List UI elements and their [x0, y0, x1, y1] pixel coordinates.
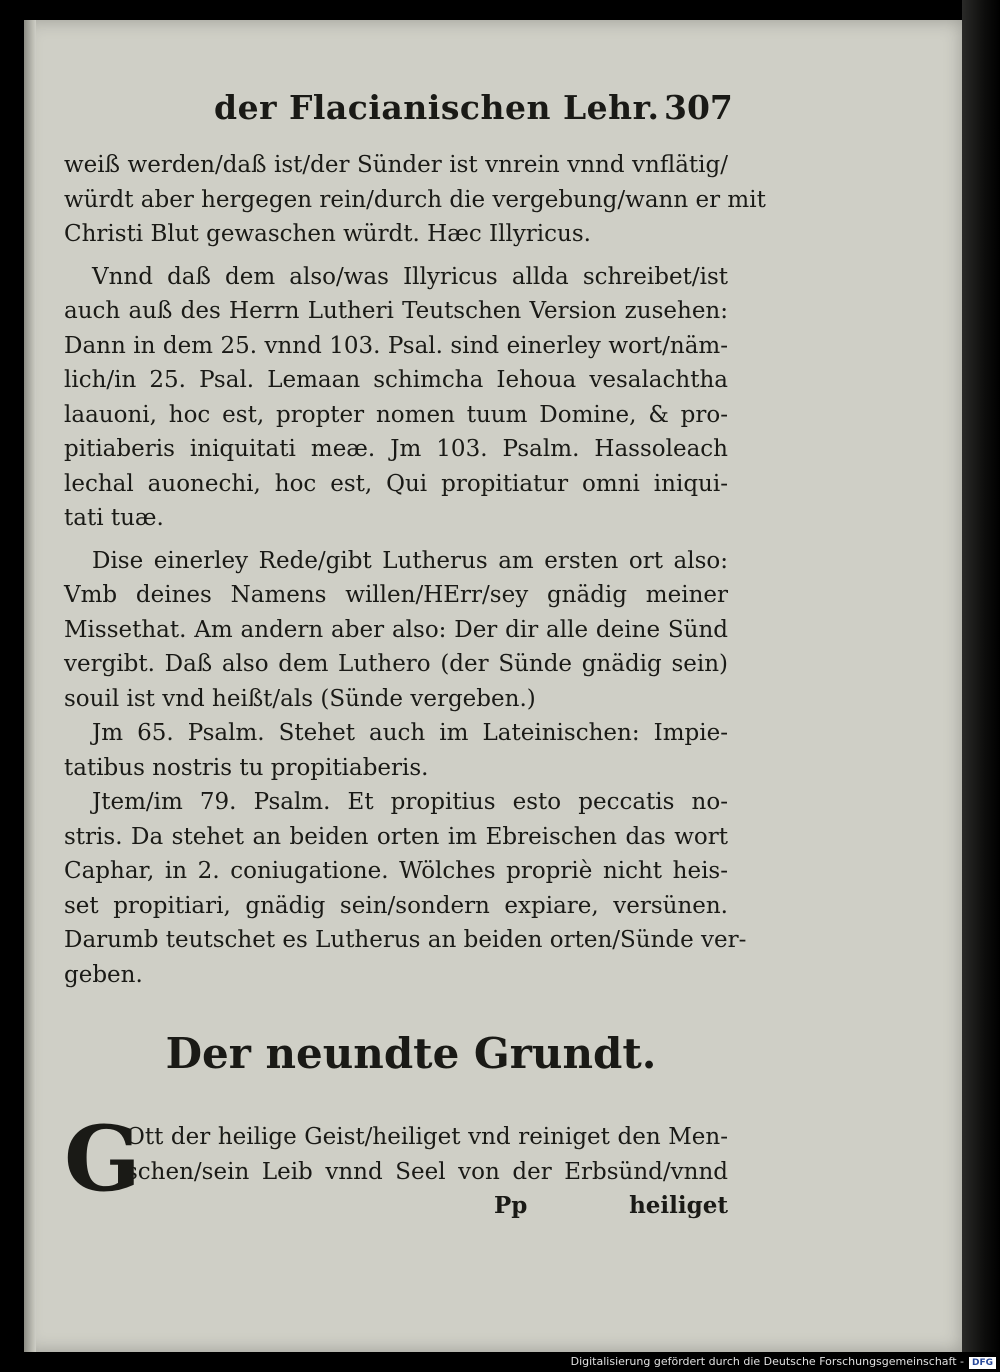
text-line: lechal auonechi, hoc est, Qui propitiatur omni iniqui-: [64, 470, 728, 497]
text-line: tatibus nostris tu propitiaberis.: [64, 754, 429, 781]
text-line: weiß werden/daß ist/der Sünder ist vnrein vnnd vnflätig/: [64, 152, 728, 178]
text-line: geben.: [64, 961, 143, 988]
paragraph: [64, 544, 728, 717]
text-line: stris. Da stehet an beiden orten im Ebreischen das wort: [64, 823, 728, 850]
dfg-logo: DFG: [969, 1357, 996, 1369]
text-line: vergibt. Daß also dem Luthero (der Sünde gnädig sein): [64, 651, 728, 677]
book-page: [24, 20, 962, 1352]
page-number: 307: [664, 88, 733, 127]
text-line: Vmb deines Namens willen/HErr/sey gnädig meiner: [64, 582, 728, 608]
text-line: pitiaberis iniquitati meæ. Jm 103. Psalm. Hassoleach: [64, 436, 728, 462]
text-line: Dise einerley Rede/gibt Lutherus am ersten ort also:: [92, 547, 728, 574]
text-line: lich/in 25. Psal. Lemaan schimcha Iehoua vesalachtha: [64, 367, 728, 393]
text-line: würdt aber hergegen rein/durch die vergebung/wann er mit: [64, 186, 766, 213]
catch-line: [64, 1189, 728, 1224]
text-block: [64, 82, 766, 1224]
text-line: schen/sein Leib vnnd Seel von der Erbsünd/vnnd: [126, 1158, 728, 1185]
text-line: souil ist vnd heißt/als (Sünde vergeben.): [64, 685, 536, 712]
running-head-title: der Flacianischen Lehr.: [214, 88, 660, 127]
paragraph: [64, 716, 728, 785]
paragraph: [64, 260, 728, 536]
text-line: laauoni, hoc est, propter nomen tuum Domine, & pro-: [64, 401, 728, 428]
text-line: Darumb teutschet es Lutherus an beiden orten/Sünde ver-: [64, 927, 747, 953]
text-line: Dann in dem 25. vnnd 103. Psal. sind einerley wort/näm-: [64, 332, 728, 359]
text-line: auch auß des Herrn Lutheri Teutschen Version zusehen:: [64, 298, 728, 324]
paragraph: [64, 785, 747, 992]
text-line: Jm 65. Psalm. Stehet auch im Lateinischen: Impie-: [92, 720, 728, 746]
text-line: Missethat. Am andern aber also: Der dir alle deine Sünd: [64, 616, 728, 643]
running-head: [64, 82, 733, 148]
section-heading: Der neundte Grundt.: [165, 1029, 657, 1078]
book-binding-edge: [962, 0, 1000, 1352]
text-line: Jtem/im 79. Psalm. Et propitius esto peccatis no-: [92, 789, 728, 815]
catchword: heiliget: [629, 1192, 728, 1219]
drop-cap: G: [64, 1106, 141, 1212]
text-line: Vnnd daß dem also/was Illyricus allda schreibet/ist: [92, 263, 728, 290]
text-line: set propitiari, gnädig sein/sondern expiare, versünen.: [64, 892, 728, 919]
text-line: Caphar, in 2. coniugatione. Wölches propriè nicht heis-: [64, 858, 728, 884]
text-line: Ott der heilige Geist/heiliget vnd reiniget den Men-: [126, 1124, 728, 1150]
paragraph: [64, 148, 766, 252]
text-line: tati tuæ.: [64, 505, 164, 531]
digitization-credit: Digitalisierung gefördert durch die Deutsche Forschungsgemeinschaft -: [570, 1355, 964, 1368]
signature-mark: Pp: [494, 1192, 528, 1219]
text-line: Christi Blut gewaschen würdt. Hæc Illyricus.: [64, 221, 591, 247]
page-fold-shadow: [24, 20, 36, 1352]
